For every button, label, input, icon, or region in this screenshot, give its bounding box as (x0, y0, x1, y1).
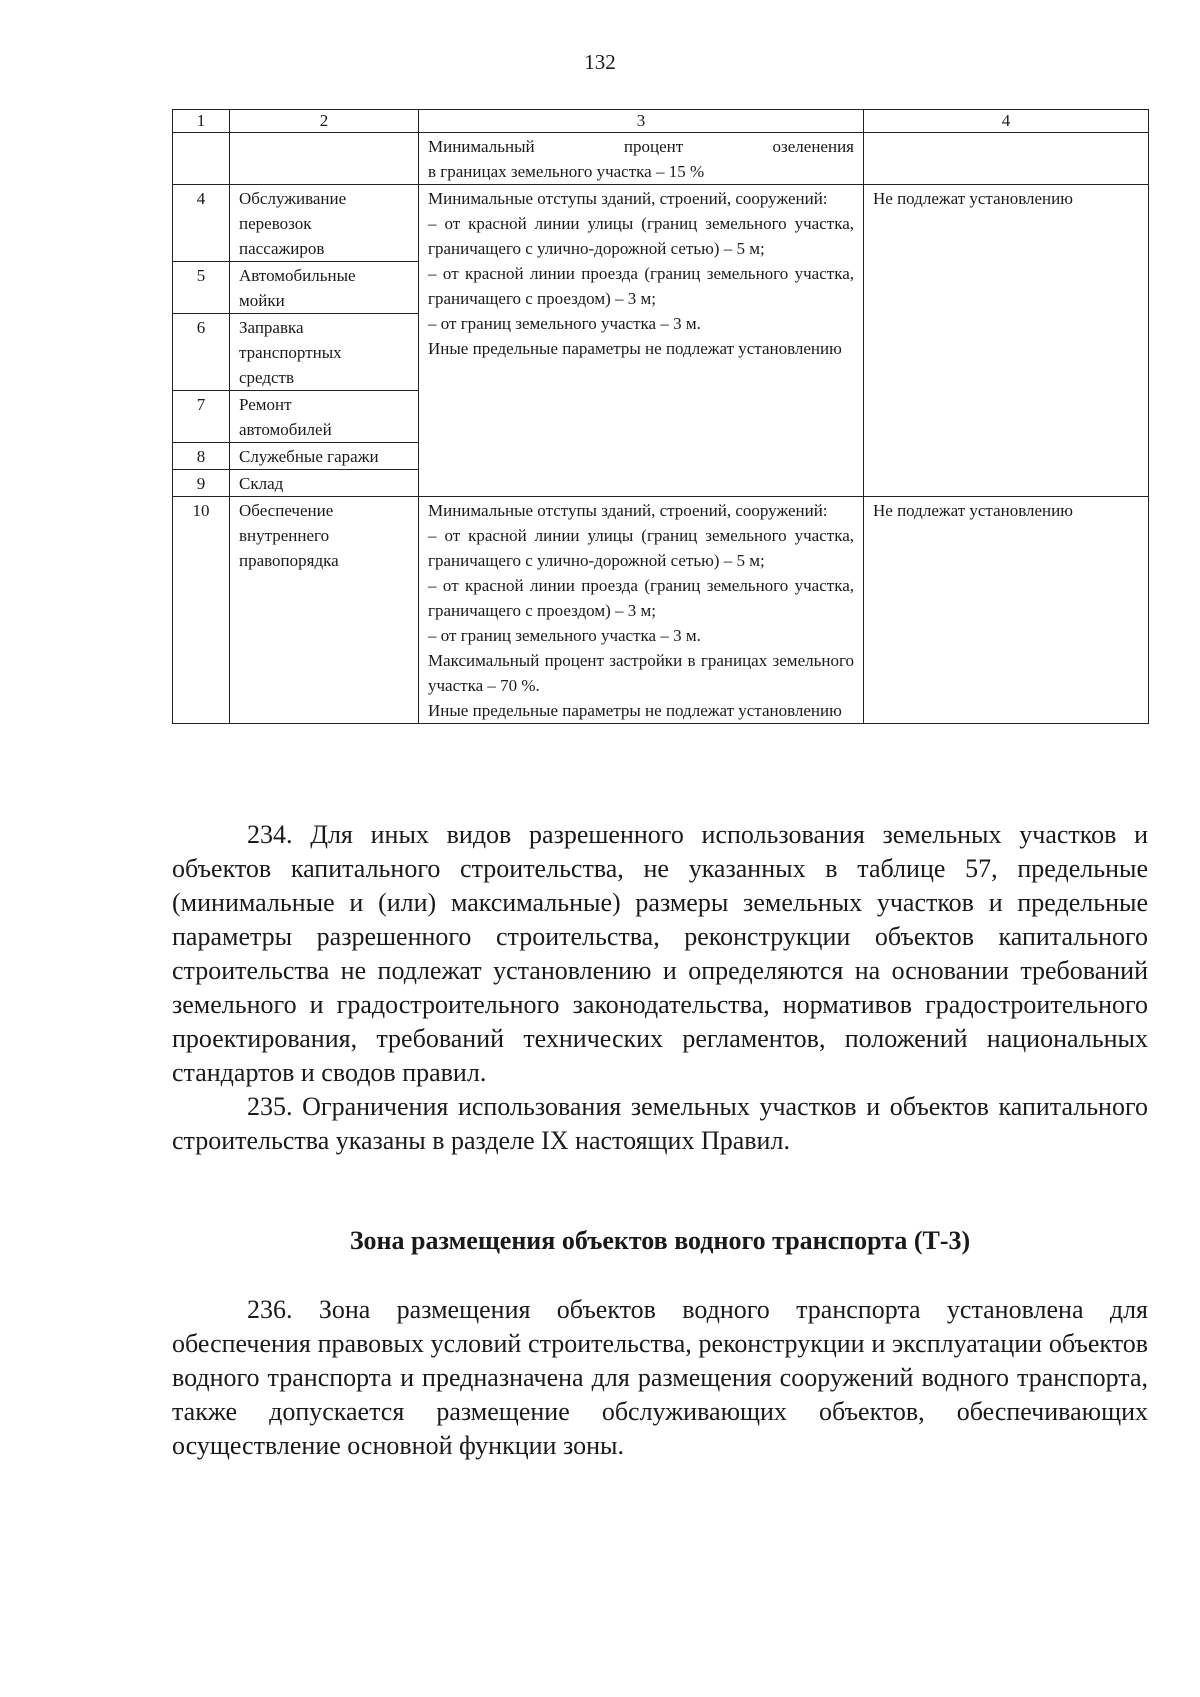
params-cell (419, 497, 864, 724)
params-cell (419, 185, 864, 497)
use-type-cell: Служебные гаражи (230, 443, 419, 470)
params-line: Минимальный процент озеленения (428, 137, 854, 156)
row-number: 6 (173, 314, 230, 391)
params-line: Минимальные отступы зданий, строений, сооружений: (428, 189, 828, 208)
table-header-row (173, 110, 1149, 133)
zone-parameters-table (172, 109, 1149, 724)
body-section-236 (172, 1293, 1148, 1463)
params-line: Иные предельные параметры не подлежат установлению (428, 339, 842, 358)
table-row (173, 133, 1149, 185)
row-number: 10 (173, 497, 230, 724)
params-line: – от красной линии улицы (границ земельного участка, граничащего с улично-дорожной сетью) – 5 м; (428, 526, 854, 570)
table-row (173, 497, 1149, 724)
params-line: Минимальные отступы зданий, строений, сооружений: (428, 501, 828, 520)
paragraph-234: 234. Для иных видов разрешенного использования земельных участков и объектов капитального строительства, не указанных в таблице 57, предельные (минимальные и (или) максимальные) размеры земельных участков и предельные параметры разрешенного строительства, реконструкции объектов капитального строительства не подлежат установлению и определяются на основании требований земельного и градостроительного законодательства, нормативов градостроительного проектирования, требований технических регламентов, положений национальных стандартов и сводов правил. (172, 820, 1148, 1087)
row-number: 5 (173, 262, 230, 314)
params-line: в границах земельного участка – 15 % (428, 162, 705, 181)
params-line: – от границ земельного участка – 3 м. (428, 626, 701, 645)
column-header: 4 (864, 110, 1149, 133)
params-line: – от красной линии улицы (границ земельного участка, граничащего с улично-дорожной сетью) – 5 м; (428, 214, 854, 258)
params-line: – от границ земельного участка – 3 м. (428, 314, 701, 333)
params-line: Иные предельные параметры не подлежат установлению (428, 701, 842, 720)
body-section-234-235 (172, 818, 1148, 1158)
use-type-cell: Склад (230, 470, 419, 497)
use-type-cell: Заправка транспортных средств (230, 314, 419, 391)
params-line: – от красной линии проезда (границ земельного участка, граничащего с проездом) – 3 м; (428, 264, 854, 308)
use-type-cell: Обеспечение внутреннего правопорядка (230, 497, 419, 724)
params-line: Максимальный процент застройки в границах земельного участка – 70 %. (428, 651, 854, 695)
row-number: 9 (173, 470, 230, 497)
paragraph-236: 236. Зона размещения объектов водного транспорта установлена для обеспечения правовых условий строительства, реконструкции и эксплуатации объектов водного транспорта и предназначена для размещения сооружений водного транспорта, также допускается размещение обслуживающих объектов, обеспечивающих осуществление основной функции зоны. (172, 1295, 1148, 1460)
use-type-cell: Ремонт автомобилей (230, 391, 419, 443)
params-cell (419, 133, 864, 185)
params-line: – от красной линии проезда (границ земельного участка, граничащего с проездом) – 3 м; (428, 576, 854, 620)
use-type-cell: Автомобильные мойки (230, 262, 419, 314)
table-row (173, 185, 1149, 262)
limits-cell: Не подлежат установлению (864, 497, 1149, 724)
page-number: 132 (584, 50, 616, 74)
row-number: 4 (173, 185, 230, 262)
row-number: 8 (173, 443, 230, 470)
section-heading: Зона размещения объектов водного транспорта (Т-3) (349, 1226, 971, 1255)
column-header: 1 (173, 110, 230, 133)
use-type-cell: Обслуживание перевозок пассажиров (230, 185, 419, 262)
limits-cell: Не подлежат установлению (864, 185, 1149, 497)
column-header: 2 (230, 110, 419, 133)
column-header: 3 (419, 110, 864, 133)
paragraph-235: 235. Ограничения использования земельных участков и объектов капитального строительства указаны в разделе IX настоящих Правил. (172, 1092, 1148, 1155)
row-number: 7 (173, 391, 230, 443)
